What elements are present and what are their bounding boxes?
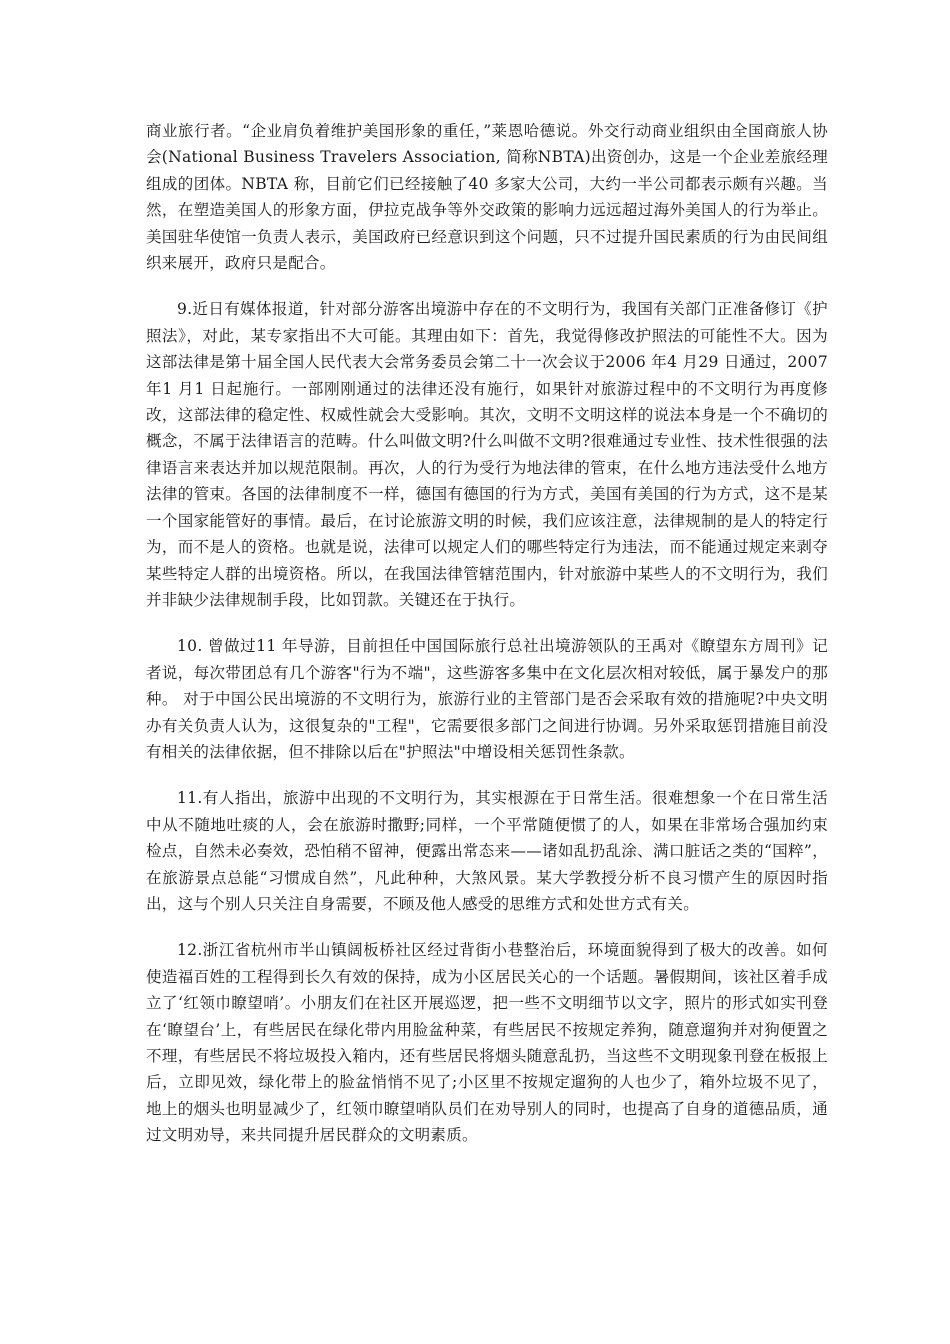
- paragraph-item-12: 12.浙江省杭州市半山镇阔板桥社区经过背街小巷整治后，环境面貌得到了极大的改善。如何使造福百姓的工程得到长久有效的保持，成为小区居民关心的一个话题。暑假期间，该社区着手成立了‘红领巾瞭望哨’。小朋友们在社区开展巡逻，把一些不文明细节以文字，照片的形式如实刊登在‘瞭望台’上，有些居民在绿化带内用脸盆种菜，有些居民不按规定养狗，随意遛狗并对狗便置之不理，有些居民不将垃圾投入箱内，还有些居民将烟头随意乱扔，当这些不文明现象刊登在板报上后，立即见效，绿化带上的脸盆悄悄不见了;小区里不按规定遛狗的人也少了，箱外垃圾不见了，地上的烟头也明显减少了，红领巾瞭望哨队员们在劝导别人的同时，也提高了自身的道德品质，通过文明劝导，来共同提升居民群众的文明素质。: [146, 941, 828, 1145]
- paragraph-item-11: 11.有人指出，旅游中出现的不文明行为，其实根源在于日常生活。很难想象一个在日常生活中从不随地吐痰的人，会在旅游时撒野;同样，一个平常随便惯了的人，如果在非常场合强加约束检点，自然未必奏效，恐怕稍不留神，便露出常态来——诸如乱扔乱涂、满口脏话之类的“国粹”，在旅游景点总能“习惯成自然”，凡此种种，大煞风景。某大学教授分析不良习惯产生的原因时指出，这与个别人只关注自身需要，不顾及他人感受的思维方式和处世方式有关。: [146, 789, 828, 913]
- paragraph-item-9: 9.近日有媒体报道，针对部分游客出境游中存在的不文明行为，我国有关部门正准备修订《护照法》，对此，某专家指出不大可能。其理由如下：首先，我觉得修改护照法的可能性不大。因为这部法律是第十届全国人民代表大会常务委员会第二十一次会议于2006 年4 月29 日通过，2007 年1 月1 日起施行。一部刚刚通过的法律还没有施行，如果针对旅游过程中的不文明行为再度修改，这部法律的稳定性、权威性就会大受影响。其次，文明不文明这样的说法本身是一个不确切的概念，不属于法律语言的范畴。什么叫做文明?什么叫做不文明?很难通过专业性、技术性很强的法律语言来表达并加以规范限制。再次，人的行为受行为地法律的管束，在什么地方违法受什么地方法律的管束。各国的法律制度不一样，德国有德国的行为方式，美国有美国的行为方式，这不是某一个国家能管好的事情。最后，在讨论旅游文明的时候，我们应该注意，法律规制的是人的特定行为，而不是人的资格。也就是说，法律可以规定人们的哪些特定行为违法，而不能通过规定来剥夺某些特定人群的出境资格。所以，在我国法律管辖范围内，针对旅游中某些人的不文明行为，我们并非缺少法律规制手段，比如罚款。关键还在于执行。: [146, 300, 828, 609]
- paragraph-continuation: 商业旅行者。“企业肩负着维护美国形象的重任，”莱恩哈德说。外交行动商业组织由全国商旅人协会(National Business Travelers Association, 简称NBTA)出资创办，这是一个企业差旅经理组成的团体。NBTA 称，目前它们已经接触了40 多家大公司，大约一半公司都表示颇有兴趣。当然，在塑造美国人的形象方面，伊拉克战争等外交政策的影响力远远超过海外美国人的行为举止。美国驻华使馆一负责人表示，美国政府已经意识到这个问题，只不过提升国民素质的行为由民间组织来展开，政府只是配合。: [146, 122, 828, 273]
- paragraph-item-10: 10. 曾做过11 年导游，目前担任中国国际旅行总社出境游领队的王禹对《瞭望东方周刊》记者说，每次带团总有几个游客"行为不端"，这些游客多集中在文化层次相对较低，属于暴发户的那种。 对于中国公民出境游的不文明行为，旅游行业的主管部门是否会采取有效的措施呢?中央文明办有关负责人认为，这很复杂的"工程"，它需要很多部门之间进行协调。另外采取惩罚措施目前没有相关的法律依据，但不排除以后在"护照法"中增设相关惩罚性条款。: [146, 637, 828, 761]
- document-page: [146, 118, 828, 1149]
